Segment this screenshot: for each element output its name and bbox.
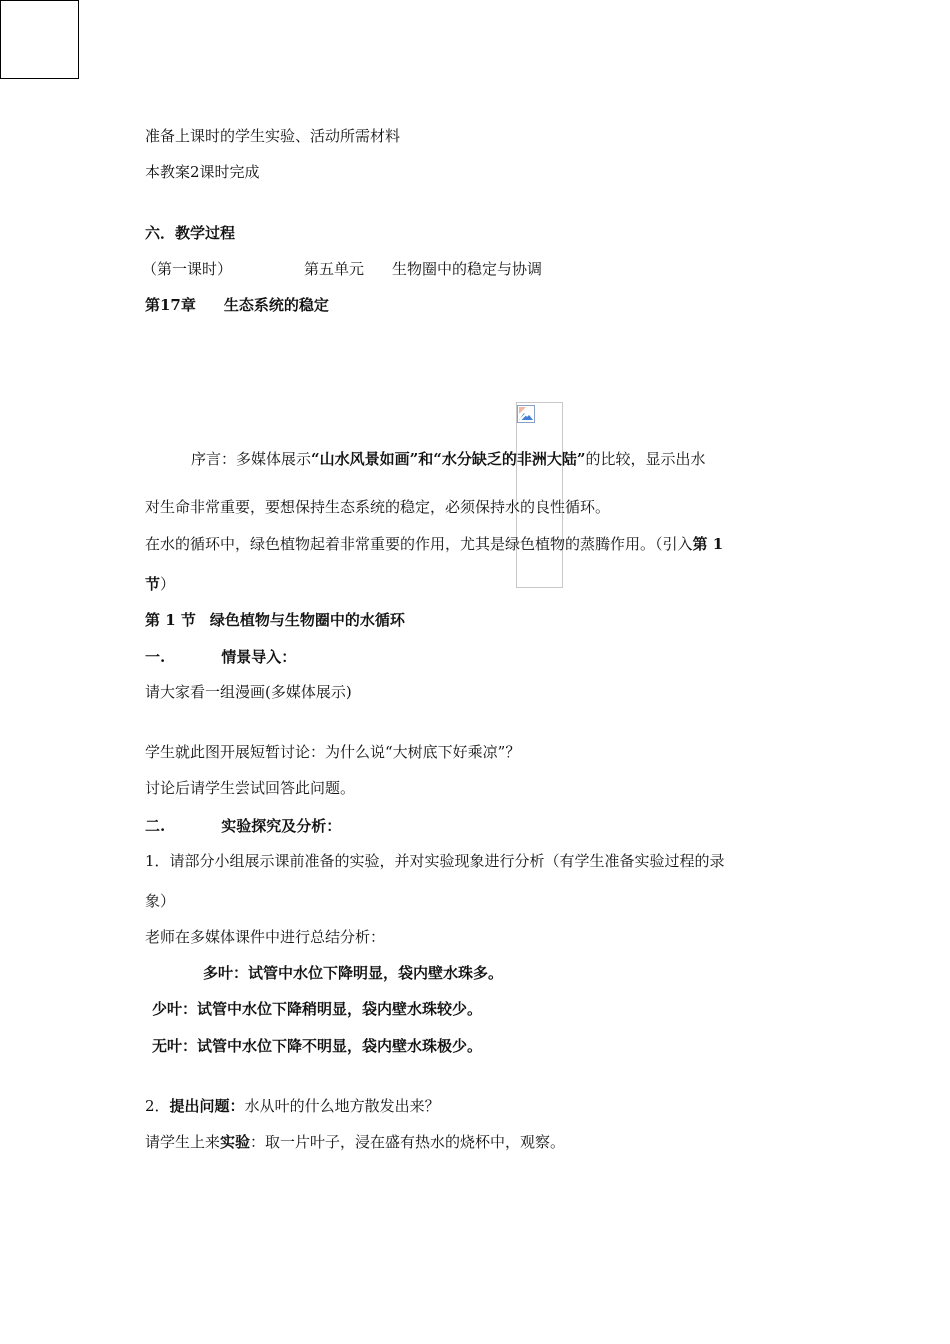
unit-title: 生物圈中的稳定与协调 [392, 260, 543, 278]
section1-number: 第 1 节 [145, 611, 196, 629]
experiment2-tail: ：取一片叶子，浸在盛有热水的烧杯中，观察。 [250, 1133, 566, 1151]
intro-line [191, 449, 706, 469]
section1-title: 绿色植物与生物圈中的水循环 [209, 611, 405, 629]
few-leaves-line: 少叶：试管中水位下降稍明显，袋内壁水珠较少。 [152, 1000, 483, 1018]
lesson-period: （第一课时） [142, 260, 233, 278]
intro-bold: “山水风景如画”和“水分缺乏的非洲大陆” [311, 450, 586, 468]
section-heading: 六．教学过程 [145, 224, 236, 242]
chapter-heading [145, 295, 329, 315]
intro-text: 序言：多媒体展示 [191, 450, 312, 468]
image-placeholder-frame [516, 402, 563, 588]
broken-image-icon [517, 405, 535, 423]
section1-heading [145, 610, 405, 630]
experiment2-bold: 实验 [220, 1133, 251, 1151]
part2-title: 实验探究及分析： [221, 817, 342, 835]
question2-text: 水从叶的什么地方散发出来？ [244, 1097, 440, 1115]
cycle-bold: 第 1 [692, 535, 724, 553]
exp1-line-2: 象） [145, 892, 176, 910]
corner-frame [0, 0, 79, 79]
part1-heading [145, 647, 296, 667]
question2-line [145, 1096, 440, 1116]
cycle-line [145, 534, 723, 554]
chapter-title: 生态系统的稳定 [223, 296, 329, 314]
cycle-bold-2: 节 [145, 575, 161, 593]
unit-label: 第五单元 [304, 260, 365, 278]
discuss-line: 学生就此图开展短暂讨论：为什么说“大树底下好乘凉”？ [145, 743, 521, 761]
intro-line-2: 对生命非常重要，要想保持生态系统的稳定，必须保持水的良性循环。 [145, 498, 611, 516]
part2-heading [145, 816, 341, 836]
experiment2-text: 请学生上来 [145, 1133, 221, 1151]
cycle-close: ） [160, 575, 176, 593]
exp1-line: 1．请部分小组展示课前准备的实验，并对实验现象进行分析（有学生准备实验过程的录 [145, 852, 725, 870]
cycle-line-2 [145, 574, 175, 594]
answer-line: 讨论后请学生尝试回答此问题。 [145, 779, 356, 797]
lesson-line [142, 259, 542, 279]
no-leaves-line: 无叶：试管中水位下降不明显，袋内壁水珠极少。 [152, 1037, 483, 1055]
prep-line: 准备上课时的学生实验、活动所需材料 [145, 127, 401, 145]
experiment2-line [145, 1132, 565, 1152]
chapter-number: 第17章 [145, 296, 196, 314]
question2-label: 提出问题： [169, 1097, 245, 1115]
part1-number: 一. [145, 648, 166, 666]
part1-title: 情景导入： [221, 648, 297, 666]
question2-number: 2． [145, 1097, 170, 1115]
comic-line: 请大家看一组漫画(多媒体展示) [145, 683, 352, 701]
summary-line: 老师在多媒体课件中进行总结分析： [145, 928, 386, 946]
many-leaves-line: 多叶：试管中水位下降明显，袋内壁水珠多。 [203, 964, 504, 982]
part2-number: 二. [145, 817, 166, 835]
intro-tail: 的比较，显示出水 [585, 450, 706, 468]
duration-line: 本教案2课时完成 [145, 163, 260, 181]
cycle-text: 在水的循环中，绿色植物起着非常重要的作用，尤其是绿色植物的蒸腾作用。（引入 [145, 535, 693, 553]
